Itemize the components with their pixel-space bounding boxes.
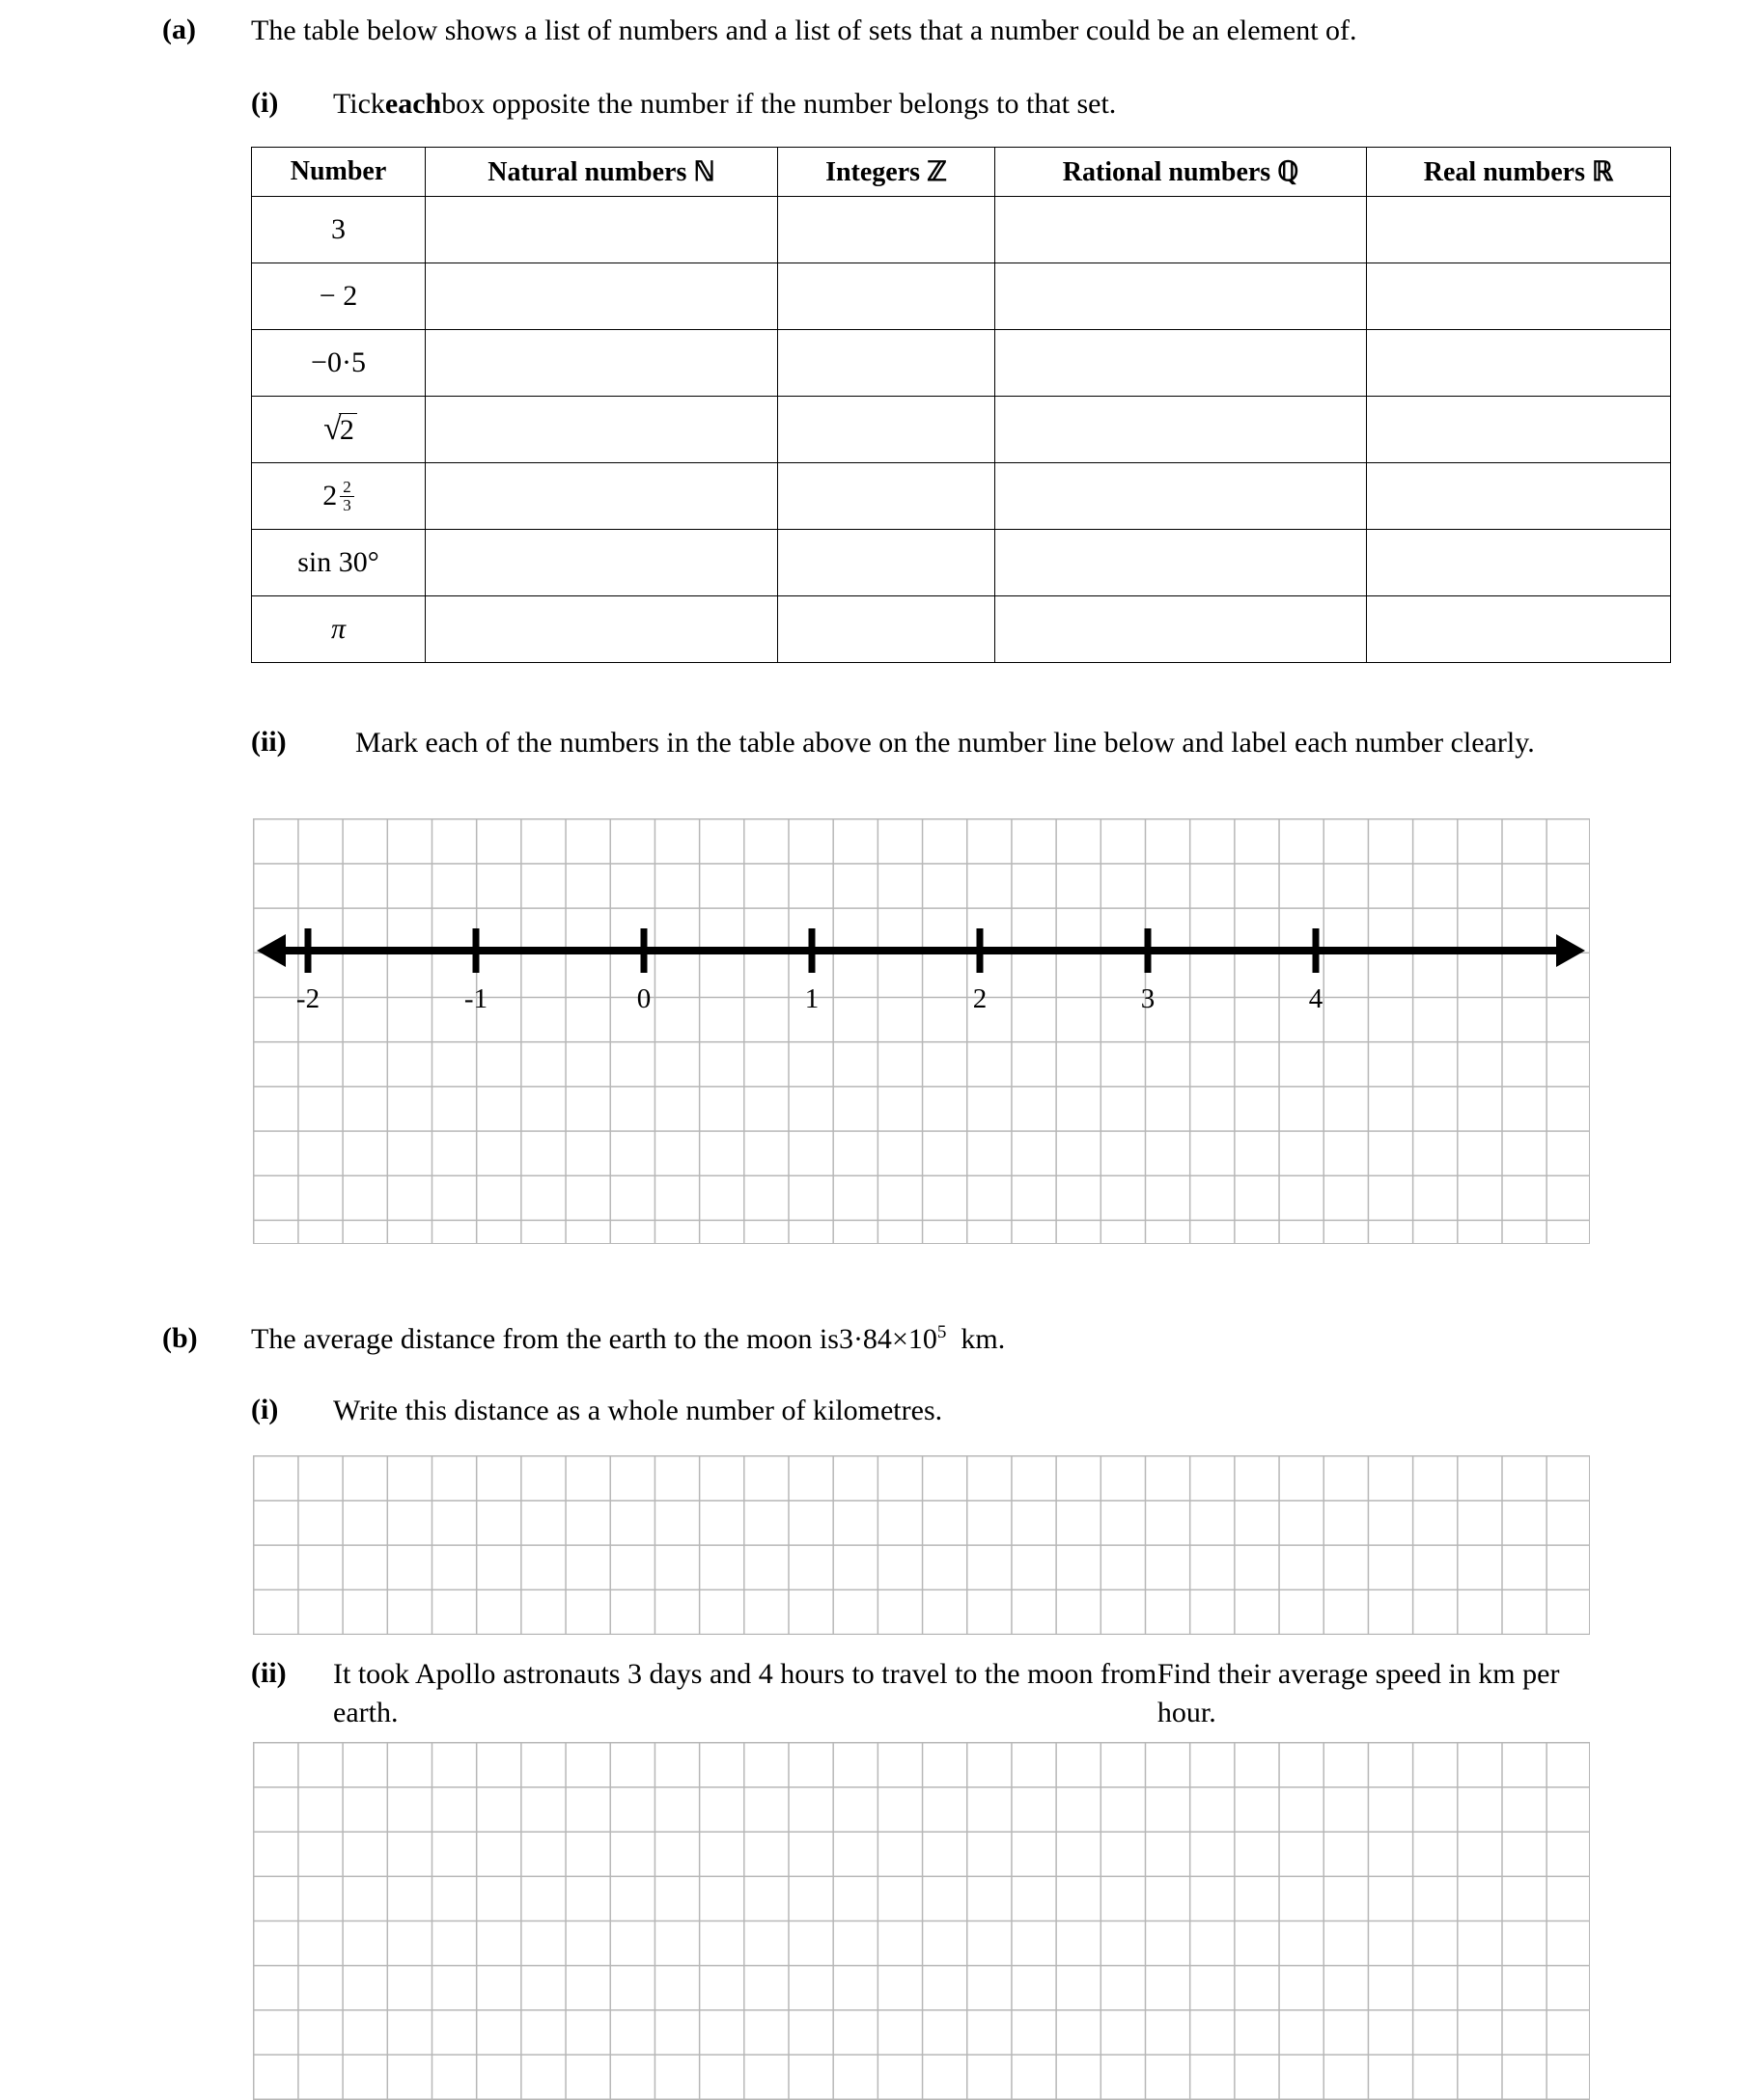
tick-box-natural[interactable] bbox=[426, 596, 778, 663]
tick-box-integers[interactable] bbox=[778, 330, 995, 397]
fraction bbox=[340, 479, 354, 513]
tick-box-real[interactable] bbox=[1367, 530, 1671, 596]
column-header-integers bbox=[778, 148, 995, 197]
natural-numbers-symbol-icon: ℕ bbox=[693, 157, 715, 187]
answer-grid-b-i[interactable] bbox=[253, 1455, 1590, 1635]
tick-box-real[interactable] bbox=[1367, 197, 1671, 263]
number-cell: π bbox=[252, 596, 426, 663]
tick-box-natural[interactable] bbox=[426, 330, 778, 397]
number-line-area[interactable] bbox=[253, 818, 1589, 1243]
tick-box-integers[interactable] bbox=[778, 596, 995, 663]
part-b-i-marker: (i) bbox=[251, 1394, 279, 1425]
rational-numbers-symbol-icon: ℚ bbox=[1277, 157, 1299, 187]
column-header-natural-numbers bbox=[426, 148, 778, 197]
tick-box-integers[interactable] bbox=[778, 397, 995, 463]
header-natural-label: Natural numbers bbox=[488, 157, 687, 187]
fraction-numerator: 2 bbox=[343, 478, 351, 497]
part-b-text-before: The average distance from the earth to the moon is bbox=[251, 1323, 839, 1355]
unit-label: km. bbox=[961, 1323, 1006, 1355]
answer-grid-b-ii[interactable] bbox=[253, 1742, 1590, 2100]
table-row bbox=[252, 463, 1671, 530]
number-line-tick-label: 4 bbox=[1308, 983, 1323, 1014]
tick-box-integers[interactable] bbox=[778, 530, 995, 596]
number-sets-table bbox=[251, 147, 1671, 663]
tick-box-integers[interactable] bbox=[778, 197, 995, 263]
tick-box-natural[interactable] bbox=[426, 463, 778, 530]
mantissa: 3·84 bbox=[838, 1323, 892, 1355]
part-a-i-marker: (i) bbox=[251, 87, 279, 119]
table-row bbox=[252, 197, 1671, 263]
number-line-tick-label: 2 bbox=[972, 983, 988, 1014]
number-line-tick-label: 0 bbox=[636, 983, 652, 1014]
sqrt-radicand: 2 bbox=[339, 413, 357, 447]
number-line-drawing bbox=[253, 818, 1589, 1243]
tick-box-integers[interactable] bbox=[778, 263, 995, 330]
tick-box-integers[interactable] bbox=[778, 463, 995, 530]
part-b-intro-text bbox=[251, 1320, 1680, 1359]
number-line-tick-label: 1 bbox=[804, 983, 820, 1014]
tick-box-real[interactable] bbox=[1367, 397, 1671, 463]
tick-box-rational[interactable] bbox=[995, 397, 1367, 463]
number-line-tick-label: -2 bbox=[295, 983, 320, 1014]
number-line-tick-label: -1 bbox=[463, 983, 488, 1014]
real-numbers-symbol-icon: ℝ bbox=[1592, 157, 1614, 187]
header-real-label: Real numbers bbox=[1423, 157, 1586, 187]
tick-box-real[interactable] bbox=[1367, 463, 1671, 530]
fraction-denominator: 3 bbox=[340, 496, 354, 513]
part-a-ii-marker: (ii) bbox=[251, 726, 287, 758]
table-row bbox=[252, 530, 1671, 596]
part-a-intro-text: The table below shows a list of numbers and a list of sets that a number could be an element of. bbox=[251, 14, 1357, 46]
tick-instruction-before: Tick bbox=[333, 88, 385, 120]
header-rational-label: Rational numbers bbox=[1062, 157, 1271, 187]
number-cell: −0·5 bbox=[252, 330, 426, 397]
tick-box-real[interactable] bbox=[1367, 263, 1671, 330]
tick-box-natural[interactable] bbox=[426, 263, 778, 330]
table-row bbox=[252, 330, 1671, 397]
part-a-ii-text: Mark each of the numbers in the table above on the number line below and label each number clearly. bbox=[355, 727, 1535, 759]
mixed-whole-part: 2 bbox=[322, 480, 338, 511]
tick-box-rational[interactable] bbox=[995, 530, 1367, 596]
tick-box-rational[interactable] bbox=[995, 596, 1367, 663]
times-ten: ×10 bbox=[891, 1323, 937, 1355]
part-b-ii-line1: It took Apollo astronauts 3 days and 4 hours to travel to the moon from earth. bbox=[333, 1658, 1157, 1728]
integers-symbol-icon: ℤ bbox=[927, 157, 947, 187]
number-cell-mixed-fraction bbox=[252, 463, 426, 530]
tick-box-rational[interactable] bbox=[995, 197, 1367, 263]
number-line-tick-label: 3 bbox=[1140, 983, 1156, 1014]
table-row bbox=[252, 596, 1671, 663]
number-cell: 3 bbox=[252, 197, 426, 263]
column-header-number: Number bbox=[252, 148, 426, 197]
table-row bbox=[252, 397, 1671, 463]
tick-instruction-after: box opposite the number if the number belongs to that set. bbox=[441, 88, 1117, 120]
part-b-ii-line2: Find their average speed in km per hour. bbox=[1156, 1658, 1560, 1728]
tick-box-natural[interactable] bbox=[426, 197, 778, 263]
mixed-number bbox=[322, 479, 354, 513]
tick-box-natural[interactable] bbox=[426, 397, 778, 463]
part-b-i-text: Write this distance as a whole number of kilometres. bbox=[333, 1395, 943, 1426]
square-root-icon: √2 bbox=[320, 411, 357, 448]
column-header-rational-numbers bbox=[995, 148, 1367, 197]
part-a-i-text bbox=[333, 85, 1588, 124]
tick-box-natural[interactable] bbox=[426, 530, 778, 596]
part-b-ii-marker: (ii) bbox=[251, 1657, 287, 1689]
table-header-row bbox=[252, 148, 1671, 197]
number-cell: sin 30° bbox=[252, 530, 426, 596]
tick-box-rational[interactable] bbox=[995, 263, 1367, 330]
part-b-marker: (b) bbox=[162, 1322, 198, 1354]
tick-box-rational[interactable] bbox=[995, 463, 1367, 530]
part-b-ii-text bbox=[333, 1655, 1588, 1732]
part-a-marker: (a) bbox=[162, 14, 196, 45]
tick-box-real[interactable] bbox=[1367, 596, 1671, 663]
header-integers-label: Integers bbox=[825, 157, 921, 187]
number-cell-sqrt bbox=[252, 397, 426, 463]
tick-box-real[interactable] bbox=[1367, 330, 1671, 397]
tick-instruction-emphasis: each bbox=[384, 88, 442, 120]
tick-box-rational[interactable] bbox=[995, 330, 1367, 397]
scientific-notation-value bbox=[839, 1320, 946, 1359]
column-header-real-numbers bbox=[1367, 148, 1671, 197]
number-cell: − 2 bbox=[252, 263, 426, 330]
table-row bbox=[252, 263, 1671, 330]
exponent: 5 bbox=[936, 1322, 947, 1342]
